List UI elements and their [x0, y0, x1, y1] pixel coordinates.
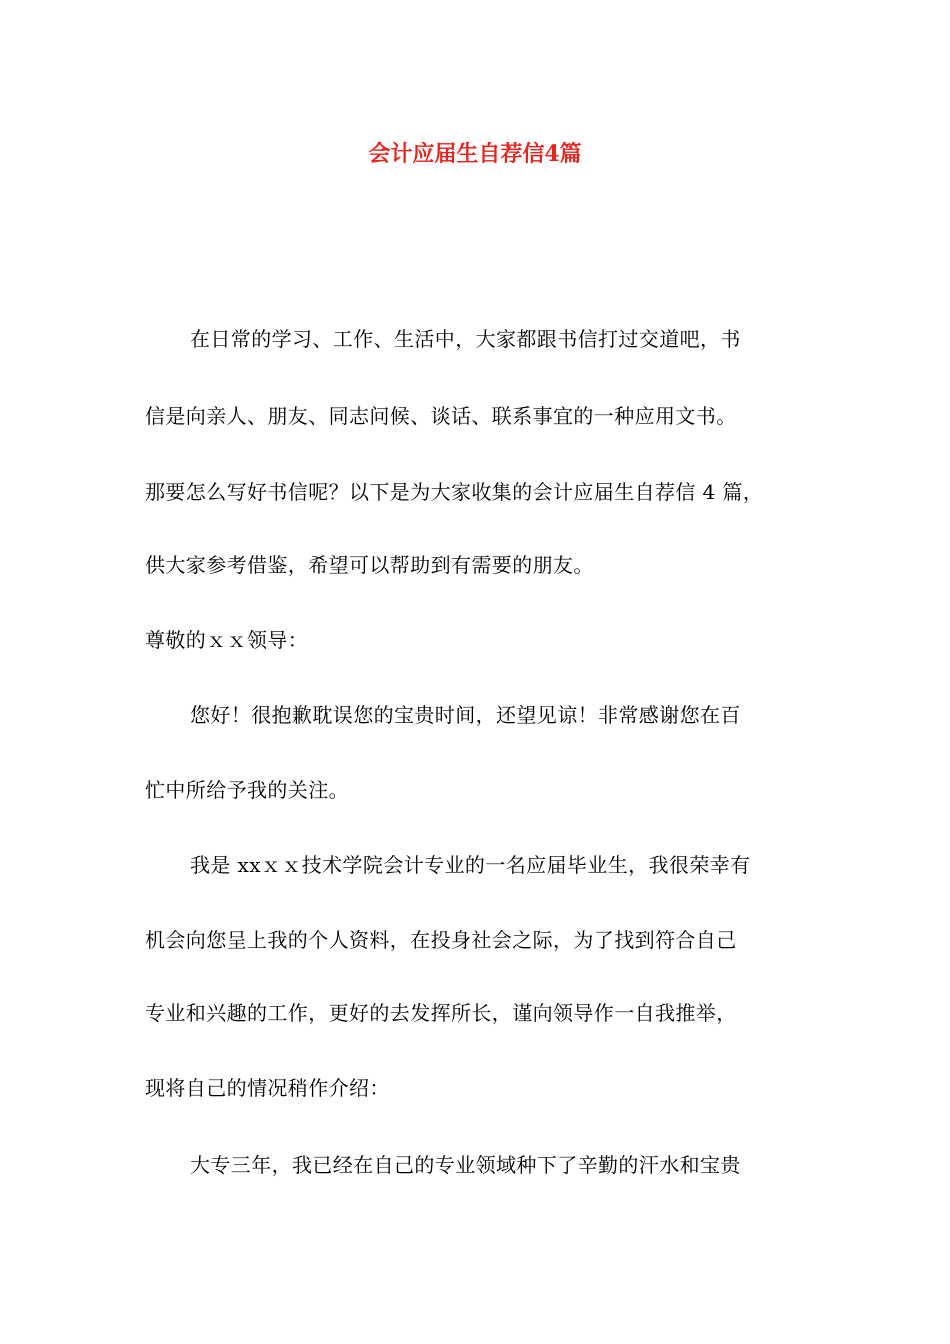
- salutation-line: 尊敬的ｘｘ领导：: [145, 628, 309, 652]
- document-title: 会计应届生自荐信4篇: [368, 141, 582, 167]
- paragraph-line: 机会向您呈上我的个人资料，在投身社会之际，为了找到符合自己: [145, 928, 737, 952]
- paragraph-line: 我是 xxｘｘ技术学院会计专业的一名应届毕业生，我很荣幸有: [190, 853, 751, 877]
- paragraph-line: 信是向亲人、朋友、同志问候、谈话、联系事宜的一种应用文书。: [145, 404, 737, 428]
- paragraph-line: 您好！很抱歉耽误您的宝贵时间，还望见谅！非常感谢您在百: [190, 703, 741, 727]
- paragraph-line: 现将自己的情况稍作介绍：: [145, 1076, 390, 1100]
- paragraph-line: 在日常的学习、工作、生活中，大家都跟书信打过交道吧，书: [190, 327, 741, 351]
- paragraph-line: 忙中所给予我的关注。: [145, 778, 349, 802]
- paragraph-line: 那要怎么写好书信呢？以下是为大家收集的会计应届生自荐信 4 篇，: [145, 480, 764, 504]
- paragraph-line: 供大家参考借鉴，希望可以帮助到有需要的朋友。: [145, 553, 594, 577]
- paragraph-line: 大专三年，我已经在自己的专业领域种下了辛勤的汗水和宝贵: [190, 1153, 741, 1177]
- paragraph-line: 专业和兴趣的工作，更好的去发挥所长，谨向领导作一自我推举，: [145, 1001, 737, 1025]
